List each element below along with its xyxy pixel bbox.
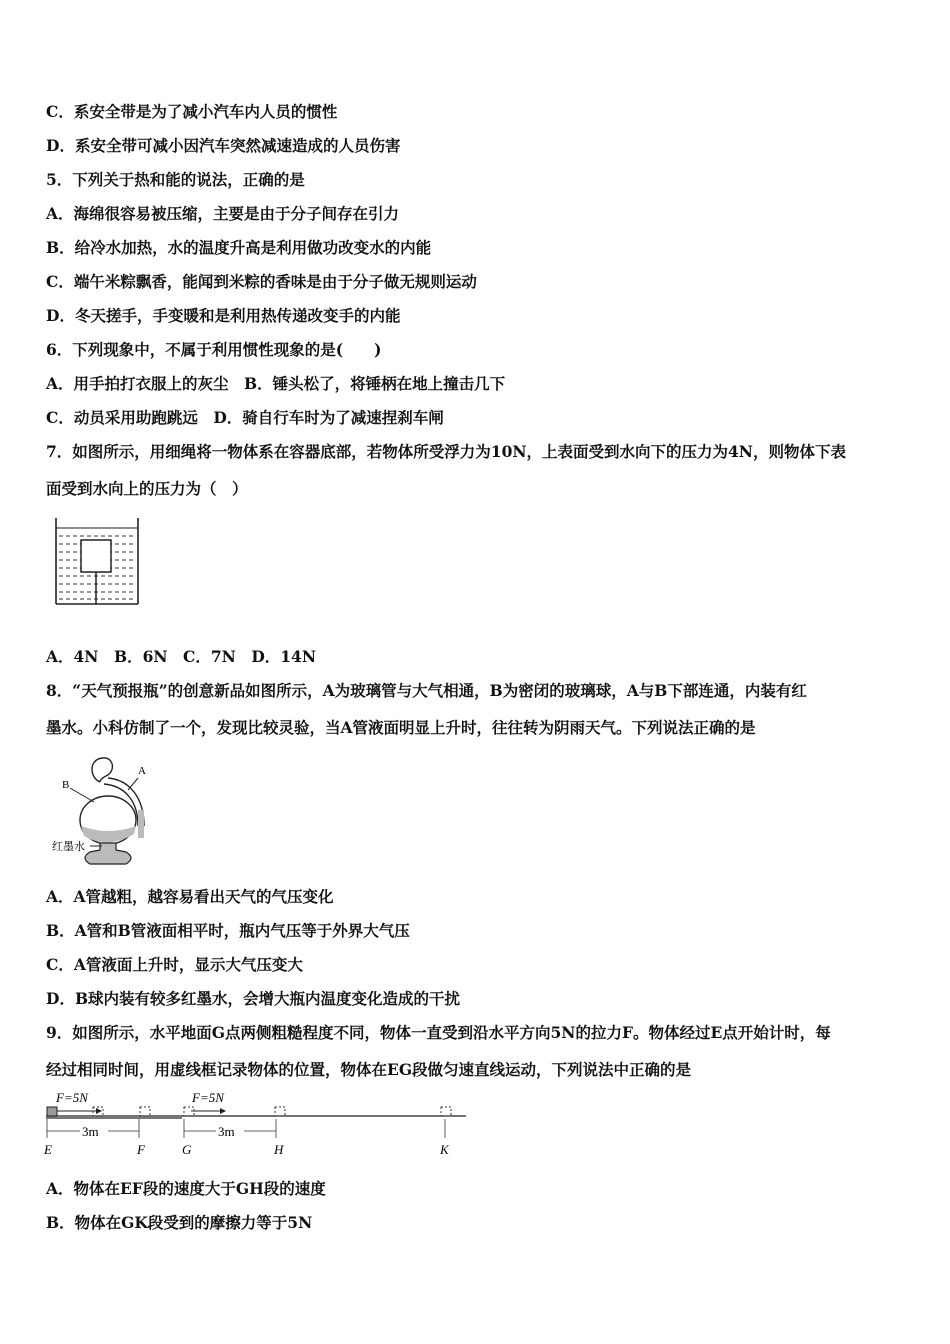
q8-option-b: B．A管和B管液面相平时，瓶内气压等于外界大气压	[46, 921, 410, 940]
q5-stem: 5．下列关于热和能的说法，正确的是	[46, 170, 305, 189]
q9-point-e: E	[44, 1142, 52, 1157]
q9-option-a: A．物体在EF段的速度大于GH段的速度	[46, 1179, 326, 1198]
q8-weather-bottle-figure	[50, 754, 160, 870]
q9-stem-line1: 9．如图所示，水平地面G点两侧粗糙程度不同，物体一直受到沿水平方向5N的拉力F。物体经过E点开始计时，每	[46, 1023, 831, 1042]
q7-stem-line2: 面受到水向上的压力为（ ）	[46, 479, 248, 498]
q9-object	[47, 1107, 57, 1116]
q4-option-c: C．系安全带是为了减小汽车内人员的惯性	[46, 102, 338, 121]
q9-point-f: F	[137, 1142, 145, 1157]
q6-stem: 6．下列现象中，不属于利用惯性现象的是( )	[46, 340, 382, 359]
q4-option-d: D．系安全带可减小因汽车突然减速造成的人员伤害	[46, 136, 401, 155]
q9-force-label-1: F=5N	[56, 1090, 88, 1105]
q7-options: A．4N B．6N C．7N D．14N	[46, 647, 317, 666]
q6-options-cd: C．动员采用助跑跳远 D．骑自行车时为了减速捏刹车闸	[46, 408, 444, 427]
q8-option-a: A．A管越粗，越容易看出天气的气压变化	[46, 887, 334, 906]
q8-label-a: A	[138, 765, 146, 777]
q9-option-b: B．物体在GK段受到的摩擦力等于5N	[46, 1213, 313, 1232]
q7-stem-line1: 7．如图所示，用细绳将一物体系在容器底部，若物体所受浮力为10N，上表面受到水向下的压力为4N，则物体下表	[46, 442, 846, 461]
q8-label-red-ink: 红墨水	[52, 841, 85, 853]
q7-container-figure	[52, 514, 144, 608]
q9-distance-label-2: 3m	[218, 1124, 235, 1139]
q9-force-label-2: F=5N	[192, 1090, 224, 1105]
q8-option-c: C．A管液面上升时，显示大气压变大	[46, 955, 303, 974]
q9-distance-label-1: 3m	[82, 1124, 99, 1139]
q5-option-a: A．海绵很容易被压缩，主要是由于分子间存在引力	[46, 204, 400, 223]
q5-option-c: C．端午米粽飘香，能闻到米粽的香味是由于分子做无规则运动	[46, 272, 477, 291]
q5-option-b: B．给冷水加热，水的温度升高是利用做功改变水的内能	[46, 238, 432, 257]
q8-label-b: B	[62, 779, 70, 791]
q8-stem-line1: 8．“天气预报瓶”的创意新品如图所示，A为玻璃管与大气相通，B为密闭的玻璃球，A与B下部连通，内装有红	[46, 681, 807, 700]
q9-point-k: K	[440, 1142, 449, 1157]
q9-point-g: G	[182, 1142, 192, 1157]
q6-options-ab: A．用手拍打衣服上的灰尘 B．锤头松了，将锤柄在地上撞击几下	[46, 374, 506, 393]
q8-stem-line2: 墨水。小科仿制了一个，发现比较灵验，当A管液面明显上升时，往往转为阴雨天气。下列说法正确的是	[46, 718, 756, 737]
q9-motion-figure	[42, 1088, 472, 1160]
q9-point-h: H	[274, 1142, 284, 1157]
q8-option-d: D．B球内装有较多红墨水，会增大瓶内温度变化造成的干扰	[46, 989, 461, 1008]
q7-floating-object	[81, 540, 111, 572]
q9-stem-line2: 经过相同时间，用虚线框记录物体的位置，物体在EG段做匀速直线运动，下列说法中正确的是	[46, 1060, 692, 1079]
q5-option-d: D．冬天搓手，手变暖和是利用热传递改变手的内能	[46, 306, 401, 325]
